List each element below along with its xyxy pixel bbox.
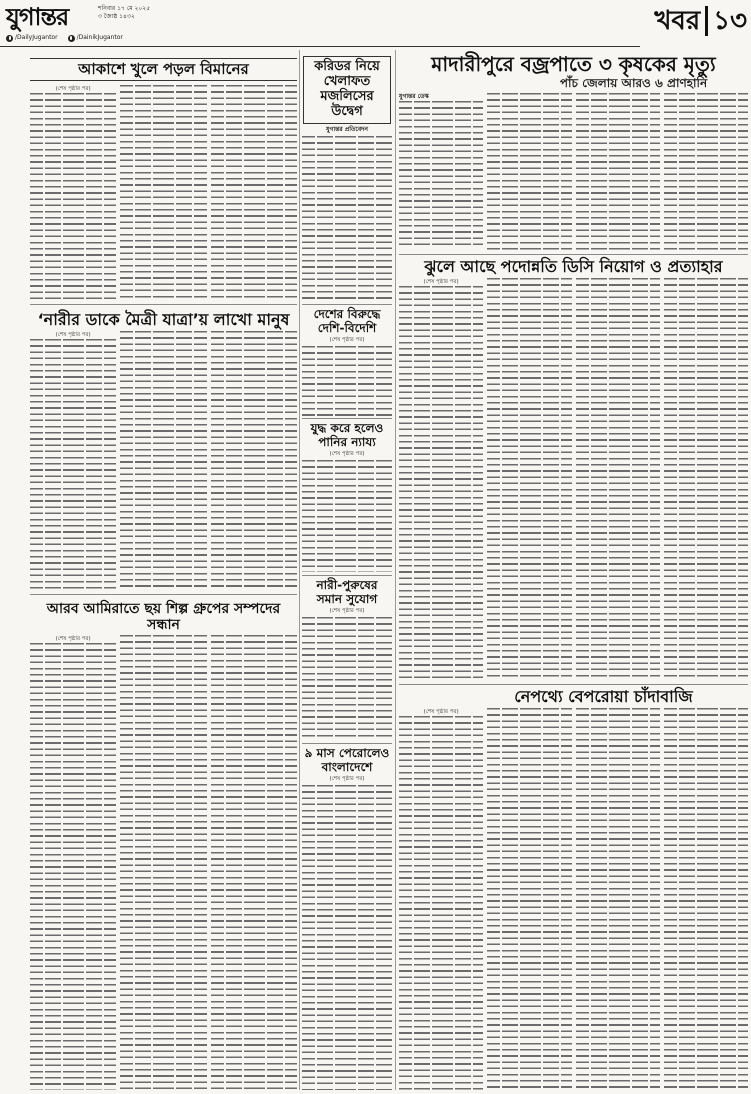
jump-marker: (শেষ পৃষ্ঠার পর) [423,279,459,286]
headline-box [303,56,391,124]
text-column [211,85,297,300]
headline-line: করিডর নিয়ে [314,59,380,74]
article-body-text [211,635,297,1090]
article-uae-assets [30,594,297,1090]
text-column [120,85,206,300]
headline [306,60,388,120]
social-handles [6,34,123,42]
text-column [120,331,206,590]
article-body [302,136,392,300]
jump-marker: (শেষ পৃষ্ঠার পর) [55,636,91,643]
article-body [30,635,297,1090]
text-column [664,93,748,250]
column-rule [299,50,300,1090]
byline: যুগান্তর ডেস্ক [399,93,429,100]
facebook-icon [6,35,13,42]
byline: যুগান্তর প্রতিবেদন [326,125,368,133]
text-column [302,346,392,416]
article-body-text [664,708,748,1090]
text-column [576,93,660,250]
article-against-country [302,304,392,416]
article-water-share [302,418,392,572]
text-column [576,278,660,680]
text-column [30,331,116,590]
page-number: ১৩ [713,6,747,36]
section-header [654,4,747,38]
article-body [399,278,748,680]
article-body [30,85,297,300]
text-column [211,635,297,1090]
headline: মাদারীপুরে বজ্রপাতে ৩ কৃষকের মৃত্যু [431,52,716,76]
headline: আকাশে খুলে পড়ল বিমানের [30,58,297,81]
issue-date [98,5,150,21]
article-body [399,708,748,1090]
text-column [664,278,748,680]
subheadline: পাঁচ জেলায় আরও ৬ প্রাণহানি [559,76,708,90]
article-body-text [487,93,571,250]
article-body [30,331,297,590]
article-body-text [120,85,206,300]
article-body-text [576,708,660,1090]
article-body-text [302,460,392,572]
headline: দেশের বিরুদ্ধে দেশি-বিদেশি [313,307,381,335]
headline: নারী-পুরুষের সমান সুযোগ [316,578,378,606]
article-body-text [120,331,206,590]
jump-marker: (শেষ পৃষ্ঠার পর) [55,332,91,339]
social-handle: /DailyJugantor [15,34,58,41]
headline: ৯ মাস পেরোলেও বাংলাদেশে [304,746,390,774]
article-body-text [664,278,748,680]
social-item [6,34,58,42]
text-column [399,278,483,680]
jump-marker: (শেষ পৃষ্ঠার পর) [329,336,365,343]
text-column [302,617,392,740]
article-nine-months [302,743,392,1090]
article-body-text [576,93,660,250]
article-body-text [211,331,297,590]
text-column [487,93,571,250]
article-body-text [487,708,571,1090]
text-column [302,136,392,300]
jump-marker: (শেষ পৃষ্ঠার পর) [329,450,365,457]
headline-line: মজলিসের উদ্বেগ [320,88,374,119]
jump-marker: (শেষ পৃষ্ঠার পর) [329,775,365,782]
text-column [302,460,392,572]
text-column [664,708,748,1090]
article-body-text [576,278,660,680]
headline: যুদ্ধ করে হলেও পানির ন্যায্য [310,421,384,449]
column-rule [395,50,396,1090]
headline: নেপথ্যে বেপরোয়া চাঁদাবাজি [514,687,693,706]
article-body-text [30,93,116,300]
section-label: খবর [654,6,701,36]
masthead-rule [0,46,640,47]
section-divider [705,6,708,36]
article-body-text [211,85,297,300]
text-column [399,708,483,1090]
text-column [30,635,116,1090]
newspaper-logo: যুগান্তর [6,2,69,31]
article-body [302,785,392,1090]
article-body-text [302,785,392,1090]
text-column [576,708,660,1090]
article-maitri-jatra [30,304,297,590]
article-body-text [120,635,206,1090]
headline: আরব আমিরাতে ছয় শিল্প গ্রুপের সম্পদের সন্ধান [46,601,281,634]
text-column [120,635,206,1090]
text-column [399,93,483,250]
social-handle: /DainikJugantor [76,34,123,41]
text-column [302,785,392,1090]
social-item [68,34,123,42]
twitter-icon [68,35,75,42]
text-column [30,85,116,300]
article-body-text [399,101,483,250]
article-body-text [487,278,571,680]
jump-marker: (শেষ পৃষ্ঠার পর) [423,709,459,716]
article-body [302,346,392,416]
article-body-text [30,339,116,590]
article-body-text [399,286,483,680]
date-bengali: ৩ জ্যৈষ্ঠ ১৪৩২ [98,13,135,20]
article-body-text [302,136,392,300]
headline: ‘নারীর ডাকে মৈত্রী যাত্রা’য় লাখো মানুষ [37,310,290,329]
article-dc-appointment [399,254,748,680]
article-body-text [30,643,116,1090]
article-body-text [302,346,392,416]
jump-marker: (শেষ পৃষ্ঠার পর) [329,607,365,614]
text-column [487,708,571,1090]
text-column [487,278,571,680]
article-body-text [399,716,483,1090]
article-body [302,460,392,572]
article-body-text [664,93,748,250]
article-madaripur [399,50,748,250]
article-body [399,93,748,250]
headline-line: খেলাফত [323,73,371,89]
article-extortion [399,684,748,1090]
article-body-text [302,617,392,740]
date-gregorian: শনিবার ১৭ মে ২০২৫ [98,5,151,12]
headline: ঝুলে আছে পদোন্নতি ডিসি নিয়োগ ও প্রত্যাহার [424,257,723,276]
article-equal-opportunity [302,575,392,740]
jump-marker: (শেষ পৃষ্ঠার পর) [55,86,91,93]
article-corridor [302,52,392,300]
text-column [211,331,297,590]
article-plane-wheel [30,52,297,300]
article-body [302,617,392,740]
